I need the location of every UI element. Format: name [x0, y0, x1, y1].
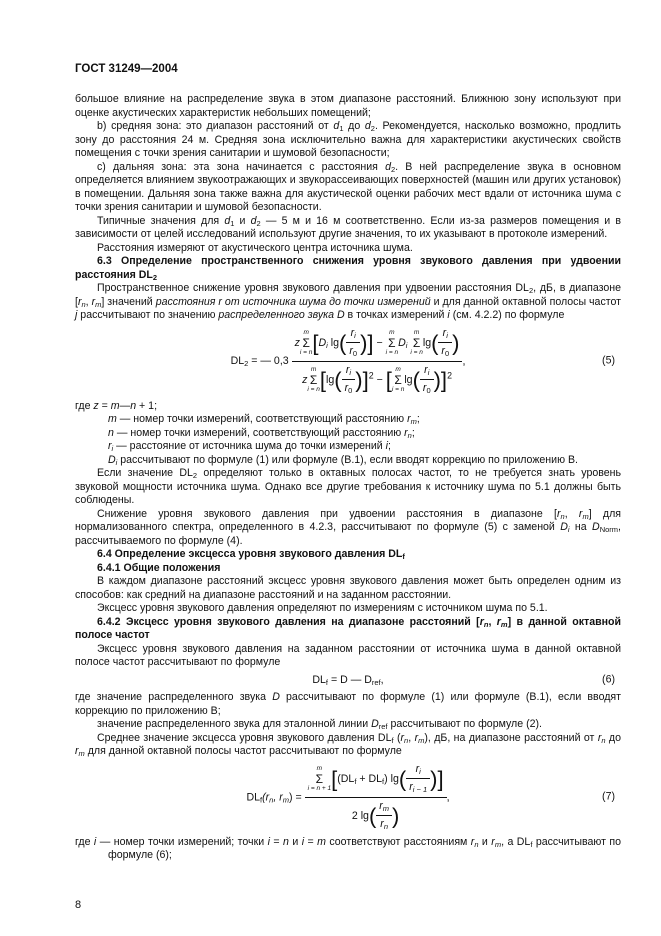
italic-text: r: [75, 745, 79, 757]
italic-text: d: [250, 214, 257, 227]
subscript: m: [418, 735, 425, 745]
r: r: [350, 326, 355, 339]
text: ,: [564, 507, 579, 520]
text: и: [288, 835, 302, 848]
text: В каждом диапазоне расстояний эксцесс уровня звукового давления может быть определен одним из способов: как средний на диапазоне расстояний и на заданном расстоянии.: [75, 575, 621, 601]
italic-text: r: [108, 440, 112, 452]
italic-text: D: [592, 521, 600, 533]
italic-text: распределенного звука D: [218, 309, 345, 321]
lg: lg: [390, 772, 399, 785]
dl-symbol: DL: [246, 790, 260, 803]
subscript: m: [282, 794, 289, 804]
r: r: [409, 781, 413, 793]
paragraph: [75, 602, 621, 616]
upper-limit: m: [395, 365, 401, 373]
z: z: [302, 373, 308, 386]
italic-text: j: [75, 309, 78, 321]
text: соответствуют расстояниям: [325, 835, 471, 848]
r: r: [379, 799, 383, 812]
paragraph: [75, 718, 621, 732]
text: — 5 м и 16 м соответственно. Если из-за размеров помещения и в зависимости от целей исследований используют другие значения, то их указывают в протоколе измерений.: [75, 214, 622, 240]
italic-text: D: [371, 718, 379, 730]
text: и: [478, 835, 492, 848]
paragraph: [75, 93, 621, 120]
italic-text: D: [560, 521, 568, 533]
text: — расстояние от источника шума до точки измерений: [113, 440, 386, 452]
coefficient: = — 0,3: [251, 354, 289, 367]
lower-limit: i = n: [299, 348, 313, 356]
text: Типичные значения для: [97, 214, 225, 227]
subscript: i: [446, 330, 448, 340]
subscript: i: [354, 330, 356, 340]
italic-text: D: [272, 691, 280, 703]
text: в точках измерений: [344, 309, 448, 321]
text: где значение распределенного звука: [75, 691, 273, 703]
formula-6: [75, 674, 621, 688]
subscript: 1: [230, 218, 235, 228]
subscript: i: [419, 766, 421, 776]
text: 6.4.2 Эксцесс уровня звукового давления на диапазоне расстояний [: [97, 615, 480, 628]
text: до: [343, 120, 365, 132]
lower-limit: i = n + 1: [307, 784, 332, 792]
text: —: [119, 399, 131, 412]
italic-text: r: [407, 413, 411, 425]
subscript: f: [391, 735, 394, 745]
subscript: 2: [152, 272, 158, 282]
upper-limit: m: [316, 764, 323, 772]
comma: ,: [380, 673, 384, 686]
upper-limit: m: [413, 328, 420, 336]
subscript: n: [483, 619, 489, 629]
exponent: 2: [368, 369, 374, 380]
italic-text: n: [282, 835, 289, 848]
comma: ,: [446, 790, 450, 803]
paragraph: [75, 691, 621, 718]
subscript: 0: [426, 386, 431, 395]
paragraph: [75, 643, 621, 670]
text: (: [393, 731, 401, 744]
text: до: [605, 731, 621, 744]
formula-number: (5): [602, 354, 615, 367]
lower-limit: i = n: [391, 385, 405, 393]
denominator: z m Σ i = n [lg( $\frac{r_i}{r_0}$ )]$^2$ − [ m Σ i = n lg( $\frac{r_i}{r_0}$ )]$^2$: [302, 363, 452, 395]
italic-text: i: [93, 835, 97, 848]
subscript: i: [349, 367, 352, 377]
text: ,: [408, 731, 415, 744]
lower-limit: i = n: [410, 348, 423, 356]
italic-text: расстояния r от источника шума до точки измерений: [155, 295, 431, 308]
equation-rhs: = D — D: [330, 673, 372, 686]
lg: lg: [330, 336, 340, 349]
arg: (r: [262, 790, 270, 803]
text: (см. 4.2.2) по формуле: [449, 309, 565, 321]
text: Эксцесс уровня звукового давления на заданном расстоянии от источника шума в данной октавной полосе частот рассчитывают по формуле: [75, 642, 621, 668]
paragraph: [75, 440, 621, 454]
paragraph: [75, 575, 621, 602]
subscript: 2: [244, 358, 249, 368]
subscript: n: [474, 839, 479, 849]
dl-symbol: DL: [312, 673, 326, 686]
section-heading: [75, 562, 621, 576]
z: z: [294, 336, 300, 349]
subscript: Norm: [599, 525, 619, 534]
text: =: [304, 835, 318, 848]
text: и для данной октавной полосы частот: [430, 295, 621, 308]
paragraph: [75, 467, 621, 508]
minus: −: [376, 336, 383, 349]
subscript: ref: [371, 677, 381, 687]
text: — номер точки измерений, соответствующий расстоянию: [113, 426, 405, 439]
text: =: [98, 399, 111, 412]
d: D: [318, 336, 327, 349]
italic-text: i: [301, 835, 305, 848]
sigma: Σ: [315, 771, 324, 786]
subscript: i: [115, 457, 118, 467]
paragraph: [75, 413, 621, 427]
subscript: 2: [192, 471, 198, 480]
page-number: 8: [75, 899, 82, 911]
exponent: 2: [447, 369, 452, 380]
text: ,: [85, 295, 92, 308]
text: ] для нормализованного спектра, определенного в 4.2.3, рассчитывают по формуле (5) с заменой: [75, 507, 621, 533]
r: r: [349, 345, 353, 357]
subscript: n: [404, 735, 409, 745]
text: для данной октавной полосы частот рассчитывают по формуле: [84, 745, 402, 757]
subscript: f: [402, 552, 405, 561]
text: c) дальняя зона: эта зона начинается с расстояния: [97, 160, 386, 173]
text: где: [75, 399, 94, 412]
subscript: m: [410, 417, 417, 426]
subscript: m: [582, 511, 589, 521]
subscript: n: [601, 735, 606, 745]
lg: lg: [325, 373, 335, 386]
minus: −: [376, 373, 383, 386]
sigma: Σ: [309, 372, 318, 387]
fraction: [305, 763, 447, 832]
text: , а DL: [501, 835, 531, 848]
text: на: [569, 521, 593, 533]
subscript: 0: [444, 349, 450, 358]
italic-text: z: [93, 399, 99, 412]
lower-limit: i = n: [385, 348, 399, 356]
subscript: i: [405, 340, 408, 350]
numerator: z m Σ i = n [$D_i$ lg( $\frac{r_i}{r_0}$ )] − m Σ i = n $D_i$ m Σ i = n lg( $\frac{r_i}{r_0}$ ): [292, 327, 463, 362]
paragraph: [75, 242, 621, 256]
text: значение распределенного звука для эталонной линии: [97, 718, 372, 730]
subscript: n: [383, 822, 388, 831]
subscript: m: [78, 749, 85, 758]
formula-number: (7): [602, 790, 615, 803]
subscript: i: [567, 525, 570, 534]
italic-text: d: [364, 120, 371, 132]
text: Среднее значение эксцесса уровня звукового давления DL: [97, 731, 392, 744]
text: 6.4.1 Общие положения: [97, 561, 221, 574]
text: Пространственное снижение уровня звукового давления при удвоении расстояния DL: [97, 282, 529, 294]
italic-text: d: [385, 160, 391, 173]
italic-text: r: [470, 835, 475, 848]
subscript: m: [95, 299, 102, 309]
subscript: 0: [348, 386, 353, 395]
sum-sign: [300, 329, 312, 357]
formula-number: (6): [602, 673, 615, 686]
paragraph: [75, 161, 621, 215]
text: ), дБ, на диапазоне расстояний от: [424, 731, 598, 744]
paragraph: [75, 215, 621, 242]
r: r: [415, 762, 420, 775]
term: + DL: [356, 772, 383, 785]
fraction: [292, 326, 466, 396]
italic-text: i: [385, 440, 389, 452]
subscript: f: [382, 776, 385, 786]
italic-text: r: [491, 835, 495, 848]
subscript: i: [326, 340, 328, 350]
text: рассчитывают по формуле (1) или формуле (В.1), если вводят коррекцию по приложению В.: [117, 453, 578, 466]
d: D: [398, 336, 406, 349]
text: 6.3 Определение пространственного снижения уровня звукового давления при удвоении расстояния DL: [75, 255, 621, 281]
italic-text: r: [414, 731, 419, 744]
subscript: 2: [528, 286, 534, 295]
text: Если значение DL: [97, 467, 193, 479]
subscript: m: [382, 803, 390, 813]
text: Расстояния измеряют от акустического центра источника шума.: [97, 241, 413, 254]
subscript: m: [494, 839, 502, 849]
text: =: [269, 835, 283, 848]
lg: lg: [422, 336, 432, 349]
upper-limit: m: [389, 328, 395, 336]
italic-text: r: [496, 615, 501, 628]
sigma: Σ: [412, 335, 421, 350]
r: r: [441, 345, 445, 357]
denominator: 2 lg( $\frac{r_m}{r_n}$ ): [351, 799, 400, 831]
r: r: [380, 818, 384, 830]
two: 2: [351, 809, 358, 822]
formula-7: [75, 763, 621, 832]
paragraph: [75, 400, 621, 414]
text: определяют только в октавных полосах частот, то не требуется знать уровень звуковой мощности источника шума. Однако все другие требования к источнику шума по 5.1 должны быть соблюдены.: [75, 467, 621, 506]
r: r: [422, 382, 427, 394]
text: где: [75, 835, 94, 848]
r: r: [344, 382, 349, 394]
subscript: f: [325, 677, 329, 687]
paragraph: [75, 454, 621, 468]
italic-text: r: [400, 731, 405, 744]
text: ;: [388, 440, 391, 452]
r: r: [442, 326, 447, 339]
upper-limit: m: [303, 328, 309, 336]
text: рассчитывают по формуле (1) или формуле (В.1), если вводят коррекцию по приложению В;: [75, 691, 621, 717]
text: рассчитывают по формуле (2).: [387, 718, 542, 730]
arg: , r: [273, 790, 283, 803]
formula-5: [75, 327, 621, 396]
italic-text: m: [108, 413, 117, 425]
ratio: [346, 327, 360, 359]
text: рассчитывают по значению: [77, 309, 219, 321]
italic-text: r: [479, 615, 484, 628]
formula-lhs: [231, 355, 289, 367]
text: Эксцесс уровня звукового давления определяют по измерениям с источником шума по 5.1.: [97, 602, 548, 614]
section-heading: [75, 616, 621, 643]
italic-text: r: [77, 295, 82, 308]
lg: lg: [360, 809, 369, 822]
subscript: n: [560, 511, 565, 521]
sigma: Σ: [302, 335, 310, 350]
subscript: i: [111, 444, 114, 453]
subscript: n: [407, 430, 412, 440]
text: . В ней распределение звука в основном определяется влиянием звукоотражающих и звукорассеивающих поверхностей (машин или других установок) в помещении. Дальняя зона также важна для акустической оценки рабочих мест вдали от источника шума с точки зрения санитарии и шумовой безопасности.: [75, 160, 621, 213]
comma: ,: [462, 354, 466, 367]
subscript: n: [269, 794, 274, 804]
text: . Рекомендуется, насколько возможно, продлить зону до расстояния 24 м. Средняя зона исключительно важна для характеристики акустических свойств помещения с точки зрения санитарии и шумовой безопасности;: [75, 120, 621, 159]
subscript: 0: [352, 349, 358, 358]
italic-text: i: [447, 309, 450, 321]
section-heading: [75, 255, 621, 282]
text: рассчитывают по формуле (6);: [108, 835, 622, 861]
italic-text: i: [267, 835, 270, 848]
italic-text: r: [578, 507, 583, 520]
paragraph: [75, 120, 621, 161]
text: ;: [416, 413, 420, 425]
section-heading: [75, 548, 621, 562]
sigma: Σ: [394, 372, 402, 387]
document-header: ГОСТ 31249—2004: [75, 63, 178, 75]
text: b) средняя зона: это диапазон расстояний от: [97, 120, 334, 132]
text: ] значений: [101, 295, 156, 308]
subscript: 1: [339, 124, 344, 133]
text: Снижение уровня звукового давления при удвоении расстояния в диапазоне [: [97, 507, 557, 520]
subscript: n: [81, 299, 86, 309]
r: r: [424, 363, 428, 376]
italic-text: r: [404, 426, 408, 439]
italic-text: r: [597, 731, 602, 744]
italic-text: n: [130, 399, 137, 412]
subscript: i − 1: [412, 785, 428, 794]
italic-text: d: [224, 214, 231, 227]
text: ] в данной октавной полосе частот: [75, 615, 622, 641]
paragraph: [75, 427, 621, 441]
subscript: 2: [256, 218, 261, 228]
paragraph: [75, 732, 621, 759]
text: , дБ, в диапазоне [: [75, 282, 621, 308]
subscript: f: [354, 776, 357, 786]
paragraph: [75, 282, 621, 323]
subscript: i: [427, 367, 430, 377]
sigma: Σ: [388, 335, 396, 350]
text: + 1;: [136, 399, 158, 412]
section-heading: [75, 836, 621, 863]
dl-symbol: DL: [230, 354, 245, 367]
numerator: m Σ i = n + 1 [$(DL_f + DL_f)$ lg( $\frac{r_i}{r_{i - 1}}$ )]: [305, 763, 447, 798]
italic-text: m: [110, 399, 120, 412]
subscript: 2: [390, 164, 396, 174]
italic-text: r: [557, 507, 561, 520]
lower-limit: i = n: [307, 385, 320, 393]
subscript: f: [260, 794, 263, 804]
r: r: [345, 363, 350, 376]
italic-text: r: [91, 295, 96, 308]
italic-text: d: [333, 120, 340, 132]
italic-text: n: [108, 426, 114, 439]
equals: ) =: [289, 790, 302, 803]
paragraph: [75, 508, 621, 549]
document-body: [75, 93, 621, 863]
text: большое влияние на распределение звука в этом диапазоне расстояний. Ближнюю зону используют при оценке акустических характеристик небольших помещений;: [75, 93, 621, 119]
subscript: 2: [370, 124, 375, 133]
text: ;: [411, 426, 415, 439]
text: — номер точки измерений, соответствующий расстоянию: [116, 413, 408, 425]
text: — номер точки измерений; точки: [96, 835, 268, 848]
bracket: [: [312, 329, 319, 355]
text: 6.4 Определение эксцесса уровня звукового давления DL: [97, 548, 403, 560]
term: (DL: [337, 772, 355, 785]
text: , рассчитываемого по формуле (4).: [75, 521, 621, 547]
lg: lg: [404, 373, 413, 386]
subscript: m: [500, 619, 508, 629]
text: и: [234, 214, 251, 227]
text: ,: [488, 615, 497, 628]
italic-text: D: [108, 453, 116, 466]
subscript: f: [530, 839, 533, 849]
upper-limit: m: [310, 365, 317, 373]
italic-text: m: [317, 835, 326, 848]
subscript: ref: [378, 722, 388, 731]
